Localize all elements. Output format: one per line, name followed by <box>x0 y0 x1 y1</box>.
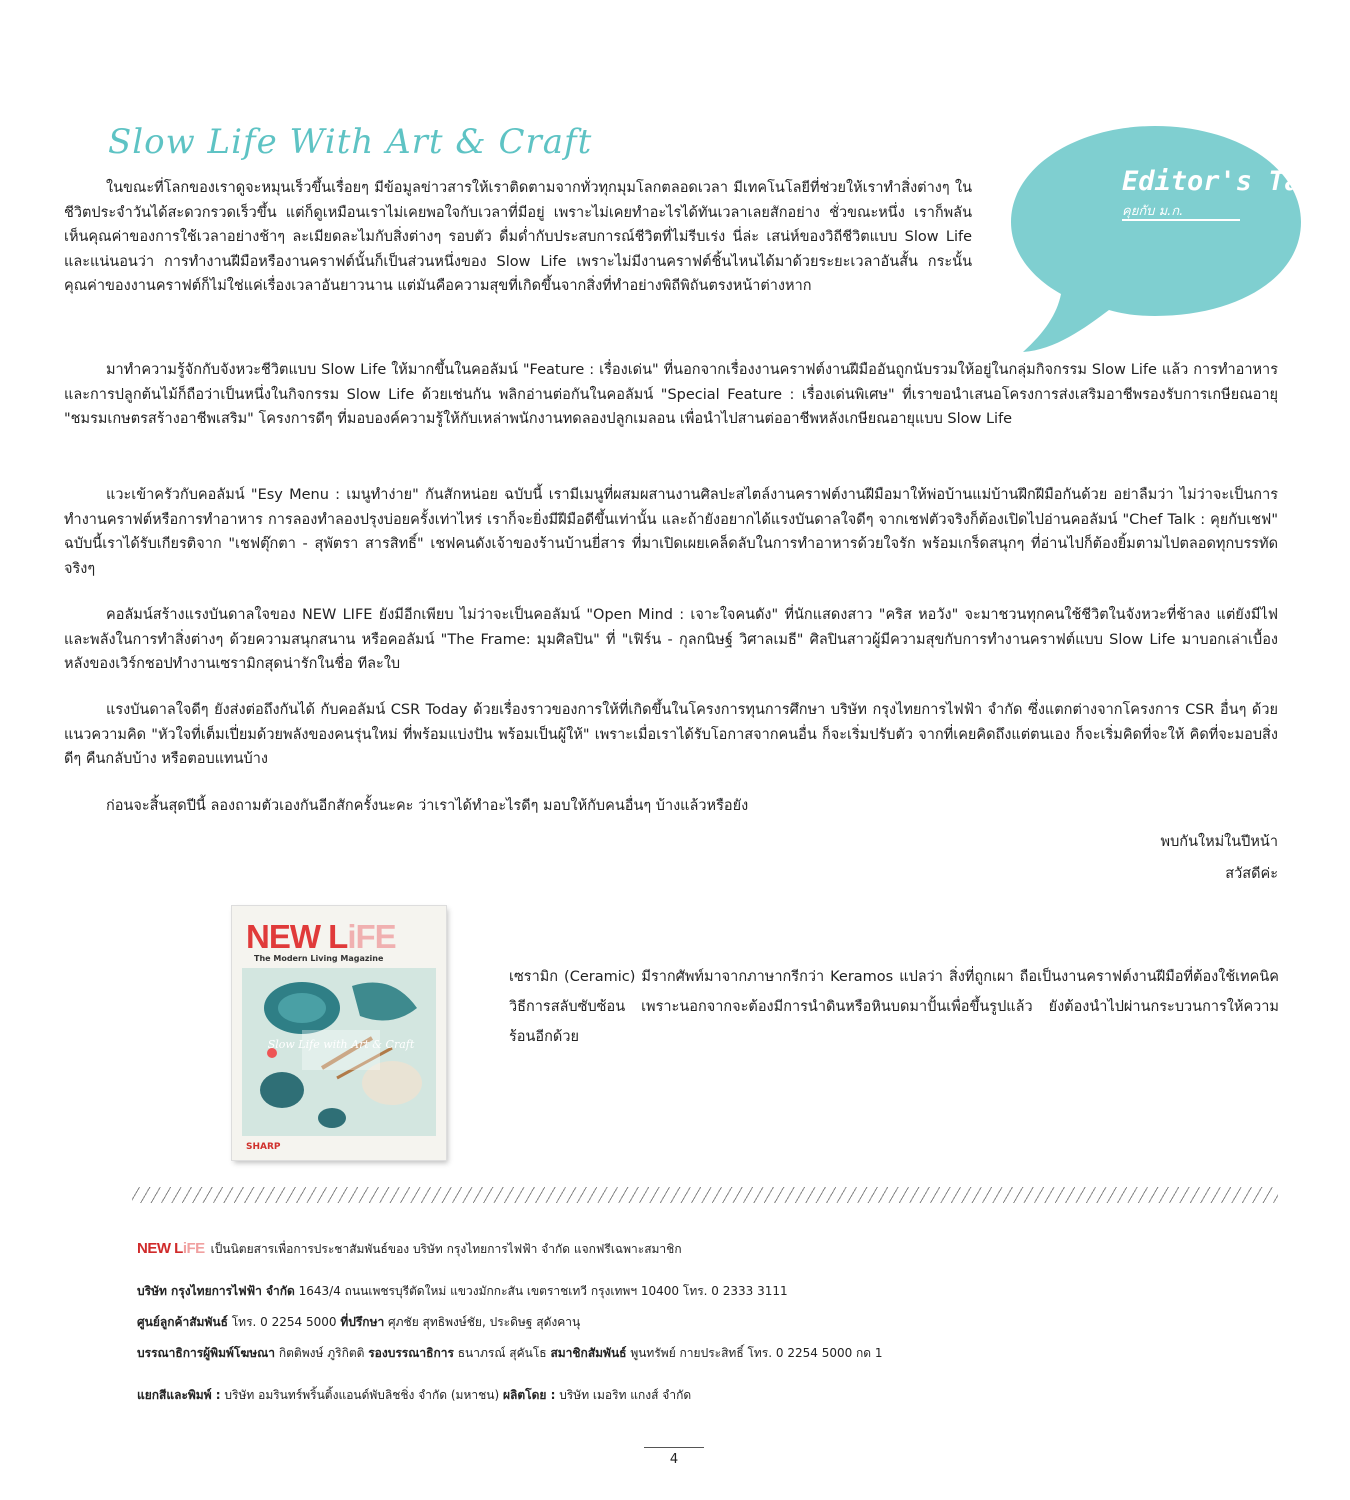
article-paragraph: แวะเข้าครัวกับคอลัมน์ "Esy Menu : เมนูทำง่าย" กันสักหน่อย ฉบับนี้ เรามีเมนูที่ผสมผสานงานศิลปะสไตล์งานคราฟต์งานฝีมือมาให้พ่อบ้านแม่บ้านฝึกฝีมือกันด้วย อย่าลืมว่า ไม่ว่าจะเป็นการทำงานคราฟต์หรือการทำอาหาร การลองทำลองปรุงบ่อยครั้งเท่าไหร่ เราก็จะยิ่งมีฝีมือดีขึ้นเท่านั้น และถ้ายังอยากได้แรงบันดาลใจดีๆ จากเชฟตัวจริงก็ต้องเปิดไปอ่านคอลัมน์ "Chef Talk : คุยกับเชฟ" ฉบับนี้เราได้รับเกียรติจาก "เชฟตุ๊กตา - สุพัตรา สารสิทธิ์" เชฟคนดังเจ้าของร้านบ้านยี่สาร ที่มาเปิดเผยเคล็ดลับในการทำอาหารด้วยใจรัก พร้อมเกร็ดสนุกๆ ที่อ่านไปก็ต้องยิ้มตามไปตลอดทุกบรรทัดจริงๆ <box>64 487 1278 577</box>
cover-photo <box>242 968 436 1136</box>
editors-talk-label: Editor's Talk <box>1122 166 1334 197</box>
article-paragraph: มาทำความรู้จักกับจังหวะชีวิตแบบ Slow Life ให้มากขึ้นในคอลัมน์ "Feature : เรื่องเด่น" ที่นอกจากเรื่องงานคราฟต์งานฝีมืออันถูกนับรวมให้อยู่ในกลุ่มกิจกรรม Slow Life แล้ว การทำอาหารและการปลูกต้นไม้ก็ถือว่าเป็นหนึ่งในกิจกรรม Slow Life ด้วยเช่นกัน พลิกอ่านต่อกันในคอลัมน์ "Special Feature : เรื่องเด่นพิเศษ" ที่เราขอนำเสนอโครงการส่งเสริมอาชีพรองรับการเกษียณอายุ "ชมรมเกษตรสร้างอาชีพเสริม" โครงการดีๆ ที่มอบองค์ความรู้ให้กับเหล่าพนักงานทดลองปลูกเมลอน เพื่อนำไปสานต่ออาชีพหลังเกษียณอายุแบบ Slow Life <box>64 362 1278 427</box>
footer-contacts: ศูนย์ลูกค้าสัมพันธ์ โทร. 0 2254 5000 ที่ปรึกษา ศุภชัย สุทธิพงษ์ชัย, ประดิษฐ สุดังคานุ <box>137 1315 581 1329</box>
page-number: 4 <box>669 1452 679 1467</box>
decorative-divider <box>132 1187 1278 1203</box>
signoff-see-you: พบกันใหม่ในปีหน้า <box>1160 834 1278 850</box>
cover-logo: NEW LiFE <box>246 918 396 955</box>
footer-intro: NEW LiFE เป็นนิตยสารเพื่อการประชาสัมพันธ์ของ บริษัท กรุงไทยการไฟฟ้า จำกัด แจกฟรีเฉพาะสมาชิก <box>137 1240 682 1257</box>
speech-bubble <box>1005 118 1305 358</box>
article-paragraph: ก่อนจะสิ้นสุดปีนี้ ลองถามตัวเองกันอีกสักครั้งนะคะ ว่าเราได้ทำอะไรดีๆ มอบให้กับคนอื่นๆ บ้างแล้วหรือยัง <box>106 798 749 814</box>
cover-tagline: The Modern Living Magazine <box>254 954 384 963</box>
magazine-cover-image <box>232 906 446 1160</box>
article-paragraph: คอลัมน์สร้างแรงบันดาลใจของ NEW LIFE ยังมีอีกเพียบ ไม่ว่าจะเป็นคอลัมน์ "Open Mind : เจาะใจคนดัง" ที่นักแสดงสาว "คริส หอวัง" จะมาชวนทุกคนใช้ชีวิตในจังหวะที่ช้าลง แต่ยังมีไฟและพลังในการทำสิ่งต่างๆ ด้วยความสนุกสนาน หรือคอลัมน์ "The Frame: มุมศิลปิน" ที่ "เฟิร์น - กุลกนิษฐ์ วิศาลเมธี" ศิลปินสาวผู้มีความสุขกับการทำงานคราฟต์แบบ Slow Life มาบอกเล่าเบื้องหลังของเวิร์กชอปทำงานเซรามิกสุดน่ารักในชื่อ ทีละใบ <box>64 607 1278 672</box>
footer-editors: บรรณาธิการผู้พิมพ์โฆษณา กิตติพงษ์ ภูริกิตติ รองบรรณาธิการ ธนาภรณ์ สุคันโธ สมาชิกสัมพันธ์ พูนทรัพย์ กายประสิทธิ์ โทร. 0 2254 5000 กด 1 <box>137 1346 883 1360</box>
editors-talk-underline <box>1122 219 1240 221</box>
page-number-rule <box>644 1447 704 1448</box>
cover-brand: SHARP <box>246 1142 281 1152</box>
footer-printing: แยกสีและพิมพ์ : บริษัท อมรินทร์พริ้นติ้งแอนด์พับลิชชิ่ง จำกัด (มหาชน) ผลิตโดย : บริษัท เมอริท แกงส์ จำกัด <box>137 1388 692 1402</box>
footer-company: บริษัท กรุงไทยการไฟฟ้า จำกัด 1643/4 ถนนเพชรบุรีตัดใหม่ แขวงมักกะสัน เขตราชเทวี กรุงเทพฯ 10400 โทร. 0 2333 3111 <box>137 1284 788 1298</box>
speech-bubble-shape <box>1011 126 1301 352</box>
article-paragraph: ในขณะที่โลกของเราดูจะหมุนเร็วขึ้นเรื่อยๆ มีข้อมูลข่าวสารให้เราติดตามจากทั่วทุกมุมโลกตลอดเวลา มีเทคโนโลยีที่ช่วยให้เราทำสิ่งต่างๆ ในชีวิตประจำวันได้สะดวกรวดเร็วขึ้น แต่ก็ดูเหมือนเราไม่เคยพอใจกับเวลาที่มีอยู่ เพราะไม่เคยทำอะไรได้ทันเวลาเลยสักอย่าง ชั่วขณะหนึ่ง เราก็พลันเห็นคุณค่าของการใช้เวลาอย่างช้าๆ ละเมียดละไมกับสิ่งต่างๆ รอบตัว ดื่มด่ำกับประสบการณ์ชีวิตที่ไม่รีบเร่ง นี่ล่ะ เสน่ห์ของวิถีชีวิตแบบ Slow Life และแน่นอนว่า การทำงานฝีมือหรืองานคราฟต์นั้นก็เป็นส่วนหนึ่งของ Slow Life เพราะไม่มีงานคราฟต์ชิ้นไหนได้มาด้วยระยะเวลาอันสั้น กระนั้น คุณค่าของงานคราฟต์ก็ไม่ใช่แค่เรื่องเวลาอันยาวนาน แต่มันคือความสุขที่เกิดขึ้นจากสิ่งที่ทำอย่างพิถีพิถันตรงหน้าต่างหาก <box>64 180 972 294</box>
article-paragraph: แรงบันดาลใจดีๆ ยังส่งต่อถึงกันได้ กับคอลัมน์ CSR Today ด้วยเรื่องราวของการให้ที่เกิดขึ้นในโครงการทุนการศึกษา บริษัท กรุงไทยการไฟฟ้า จำกัด ซึ่งแตกต่างจากโครงการ CSR อื่นๆ ด้วยแนวความคิด "หัวใจที่เต็มเปี่ยมด้วยพลังของคนรุ่นใหม่ ที่พร้อมแบ่งปัน พร้อมเป็นผู้ให้" เพราะเมื่อเราได้รับโอกาสจากคนอื่น ก็จะเริ่มปรับตัว จากที่เคยคิดถึงแต่ตนเอง ก็จะเริ่มคิดที่จะให้ คิดที่จะมอบสิ่งดีๆ คืนกลับบ้าง หรือตอบแทนบ้าง <box>64 702 1278 767</box>
cover-caption: เซรามิก (Ceramic) มีรากศัพท์มาจากภาษากรีกว่า Keramos แปลว่า สิ่งที่ถูกเผา ถือเป็นงานคราฟต์งานฝีมือที่ต้องใช้เทคนิควิธีการสลับซับซ้อน เพราะนอกจากจะต้องมีการนำดินหรือหินบดมาปั้นเพื่อขึ้นรูปแล้ว ยังต้องนำไปผ่านกระบวนการให้ความร้อนอีกด้วย <box>509 969 1279 1045</box>
editors-talk-byline: คุยกับ ม.ก. <box>1122 204 1184 219</box>
signoff-greeting: สวัสดีค่ะ <box>1225 866 1278 882</box>
page-title: Slow Life With Art & Craft <box>108 122 593 162</box>
svg-text:Slow Life with Art & Craft: Slow Life with Art & Craft <box>267 1038 415 1051</box>
footer-brand-logo: NEW LiFE <box>137 1240 205 1257</box>
